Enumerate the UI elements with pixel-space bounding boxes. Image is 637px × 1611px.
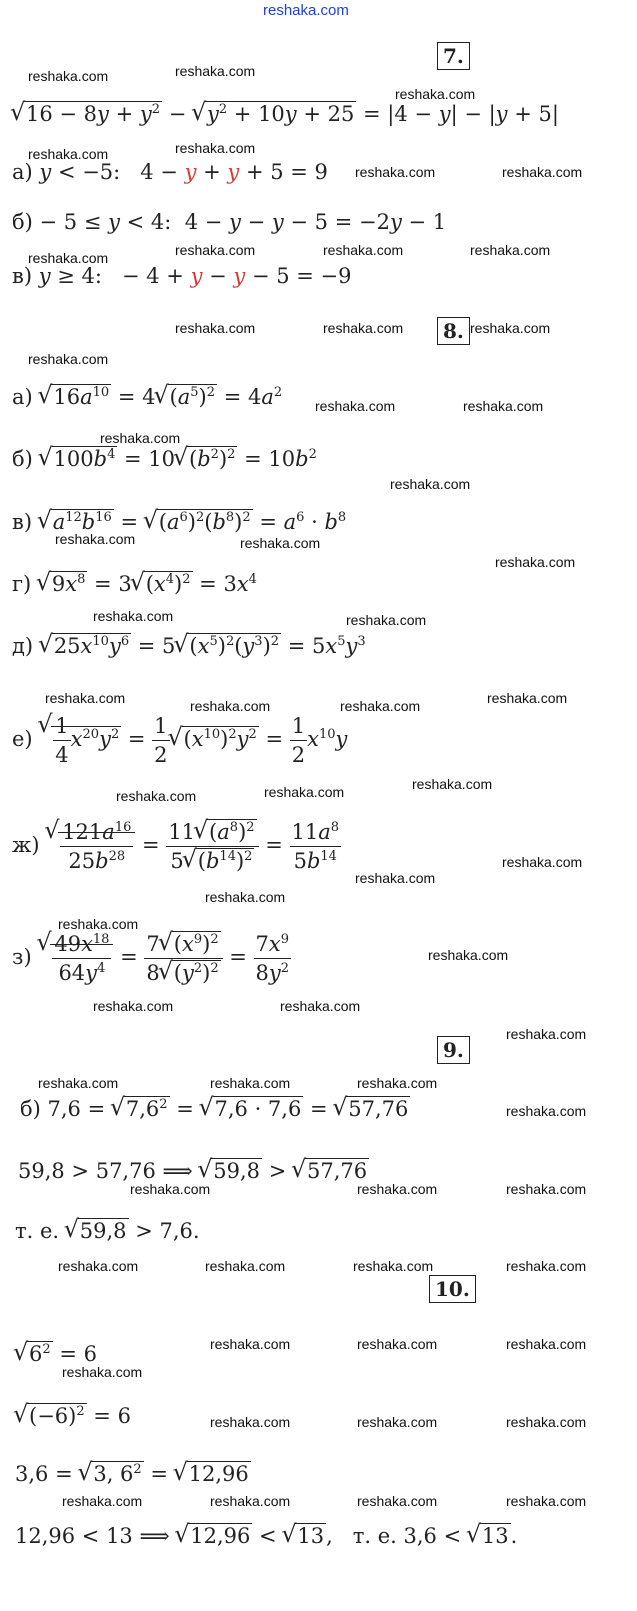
s8-a: а) √ $16a^{10} = 4√$ $(a^5)^2 = 4a^2$: [12, 383, 282, 411]
watermark: reshaka.com: [175, 140, 256, 156]
watermark: reshaka.com: [506, 1258, 587, 1274]
watermark: reshaka.com: [175, 63, 256, 79]
s9-line1: б) 7,6 = √ $7,6^2$ = √ 7,6 · 7,6 = √ 57,76: [20, 1095, 410, 1123]
watermark: reshaka.com: [264, 784, 345, 800]
s7-main-equation: √ $16 - 8y + y^2$ − √ $y^2 + 10y + 25 = |4 - y| - |y + 5|$: [12, 100, 559, 128]
watermark: reshaka.com: [395, 86, 476, 102]
s8-v: в) √ $a^{12}b^{16}$ = √ $(a^6)^2(b^8)^2 = a^6 \cdot b^8$: [12, 508, 346, 536]
watermark: reshaka.com: [38, 1075, 119, 1091]
watermark: reshaka.com: [28, 146, 109, 162]
section-9-number: 9.: [437, 1036, 470, 1064]
watermark: reshaka.com: [495, 554, 576, 570]
watermark: reshaka.com: [175, 242, 256, 258]
watermark: reshaka.com: [62, 1364, 143, 1380]
watermark: reshaka.com: [280, 998, 361, 1014]
watermark: reshaka.com: [323, 320, 404, 336]
site-label[interactable]: reshaka.com: [263, 2, 349, 19]
watermark: reshaka.com: [463, 398, 544, 414]
watermark: reshaka.com: [28, 351, 109, 367]
watermark: reshaka.com: [210, 1414, 291, 1430]
watermark: reshaka.com: [506, 1181, 587, 1197]
s8-d: д) √ $25x^{10}y^6 = 5√$ $(x^5)^2(y^3)^2 = 5x^5y^3$: [12, 632, 366, 660]
watermark: reshaka.com: [190, 698, 271, 714]
watermark: reshaka.com: [205, 1258, 286, 1274]
watermark: reshaka.com: [28, 250, 109, 266]
watermark: reshaka.com: [487, 690, 568, 706]
s10-line4: 12,96 < 13 ⟹ √ 12,96 < √ 13, т. е. 3,6 < √ 13.: [15, 1522, 517, 1550]
watermark: reshaka.com: [315, 398, 396, 414]
watermark: reshaka.com: [355, 870, 436, 886]
watermark: reshaka.com: [470, 320, 551, 336]
s10-line3: 3,6 = √ 3, $6^2$ = √ 12,96: [15, 1460, 251, 1488]
watermark: reshaka.com: [470, 242, 551, 258]
s10-line1: √ $6^2 = 6$: [15, 1340, 97, 1368]
watermark: reshaka.com: [130, 1181, 211, 1197]
watermark: reshaka.com: [205, 889, 286, 905]
s7-case-v: в) y ≥ 4: − 4 + y − y − 5 = −9: [12, 264, 352, 288]
watermark: reshaka.com: [210, 1493, 291, 1509]
s10-line2: √ $(-6)^2 = 6$: [15, 1402, 131, 1430]
watermark: reshaka.com: [58, 916, 139, 932]
watermark: reshaka.com: [390, 476, 471, 492]
s8-z: з) √ $\frac{49x^{18}}{64y^4}$ = $\frac{7√ (x^9)^2}{8√ (y^2)^2}$ = $\frac{7x^9}{8y^2}$: [12, 930, 291, 987]
s8-zh: ж) √ $\frac{121a^{16}}{25b^{28}}$ = $\frac{11√ (a^8)^2}{5√ (b^{14})^2}$ = $\frac{11a^8}{5b^{14}}$: [12, 818, 341, 875]
watermark: reshaka.com: [45, 690, 126, 706]
watermark: reshaka.com: [100, 430, 181, 446]
section-8-number: 8.: [437, 317, 470, 345]
s9-line3: т. е. √ 59,8 > 7,6.: [15, 1217, 200, 1245]
watermark: reshaka.com: [412, 776, 493, 792]
watermark: reshaka.com: [62, 1493, 143, 1509]
watermark: reshaka.com: [353, 1258, 434, 1274]
watermark: reshaka.com: [506, 1493, 587, 1509]
watermark: reshaka.com: [506, 1026, 587, 1042]
watermark: reshaka.com: [323, 242, 404, 258]
watermark: reshaka.com: [93, 998, 174, 1014]
s7-case-b: б) − 5 ≤ y < 4: 4 − y − y − 5 = −2y − 1: [12, 210, 447, 234]
watermark: reshaka.com: [357, 1493, 438, 1509]
watermark: reshaka.com: [210, 1336, 291, 1352]
section-7-number: 7.: [437, 42, 470, 70]
watermark: reshaka.com: [357, 1181, 438, 1197]
section-10-number: 10.: [429, 1275, 476, 1303]
watermark: reshaka.com: [240, 535, 321, 551]
watermark: reshaka.com: [175, 320, 256, 336]
watermark: reshaka.com: [506, 1414, 587, 1430]
watermark: reshaka.com: [355, 164, 436, 180]
watermark: reshaka.com: [428, 947, 509, 963]
watermark: reshaka.com: [28, 68, 109, 84]
watermark: reshaka.com: [506, 1336, 587, 1352]
watermark: reshaka.com: [340, 698, 421, 714]
watermark: reshaka.com: [502, 854, 583, 870]
watermark: reshaka.com: [210, 1075, 291, 1091]
watermark: reshaka.com: [346, 612, 427, 628]
watermark: reshaka.com: [93, 608, 174, 624]
s9-line2: 59,8 > 57,76 ⟹ √ 59,8 > √ 57,76: [18, 1157, 369, 1185]
s8-b: б) √ $100b^4 = 10√$ $(b^2)^2 = 10b^2$: [12, 445, 317, 473]
watermark: reshaka.com: [357, 1075, 438, 1091]
watermark: reshaka.com: [357, 1336, 438, 1352]
watermark: reshaka.com: [55, 531, 136, 547]
watermark: reshaka.com: [506, 1103, 587, 1119]
watermark: reshaka.com: [357, 1414, 438, 1430]
s8-g: г) √ $9x^8 = 3√$ $(x^4)^2 = 3x^4$: [12, 570, 257, 598]
s8-e: е) √ $\frac{1}{4}$ $x^{20}y^2$ = $\frac{1}{2}$ √ $(x^{10})^2y^2$ = $\frac{1}{2}$ $x^{10}y$: [12, 712, 347, 769]
s7-case-a: а) y < −5: 4 − y + y + 5 = 9: [12, 160, 328, 184]
watermark: reshaka.com: [116, 788, 197, 804]
watermark: reshaka.com: [502, 164, 583, 180]
watermark: reshaka.com: [58, 1258, 139, 1274]
